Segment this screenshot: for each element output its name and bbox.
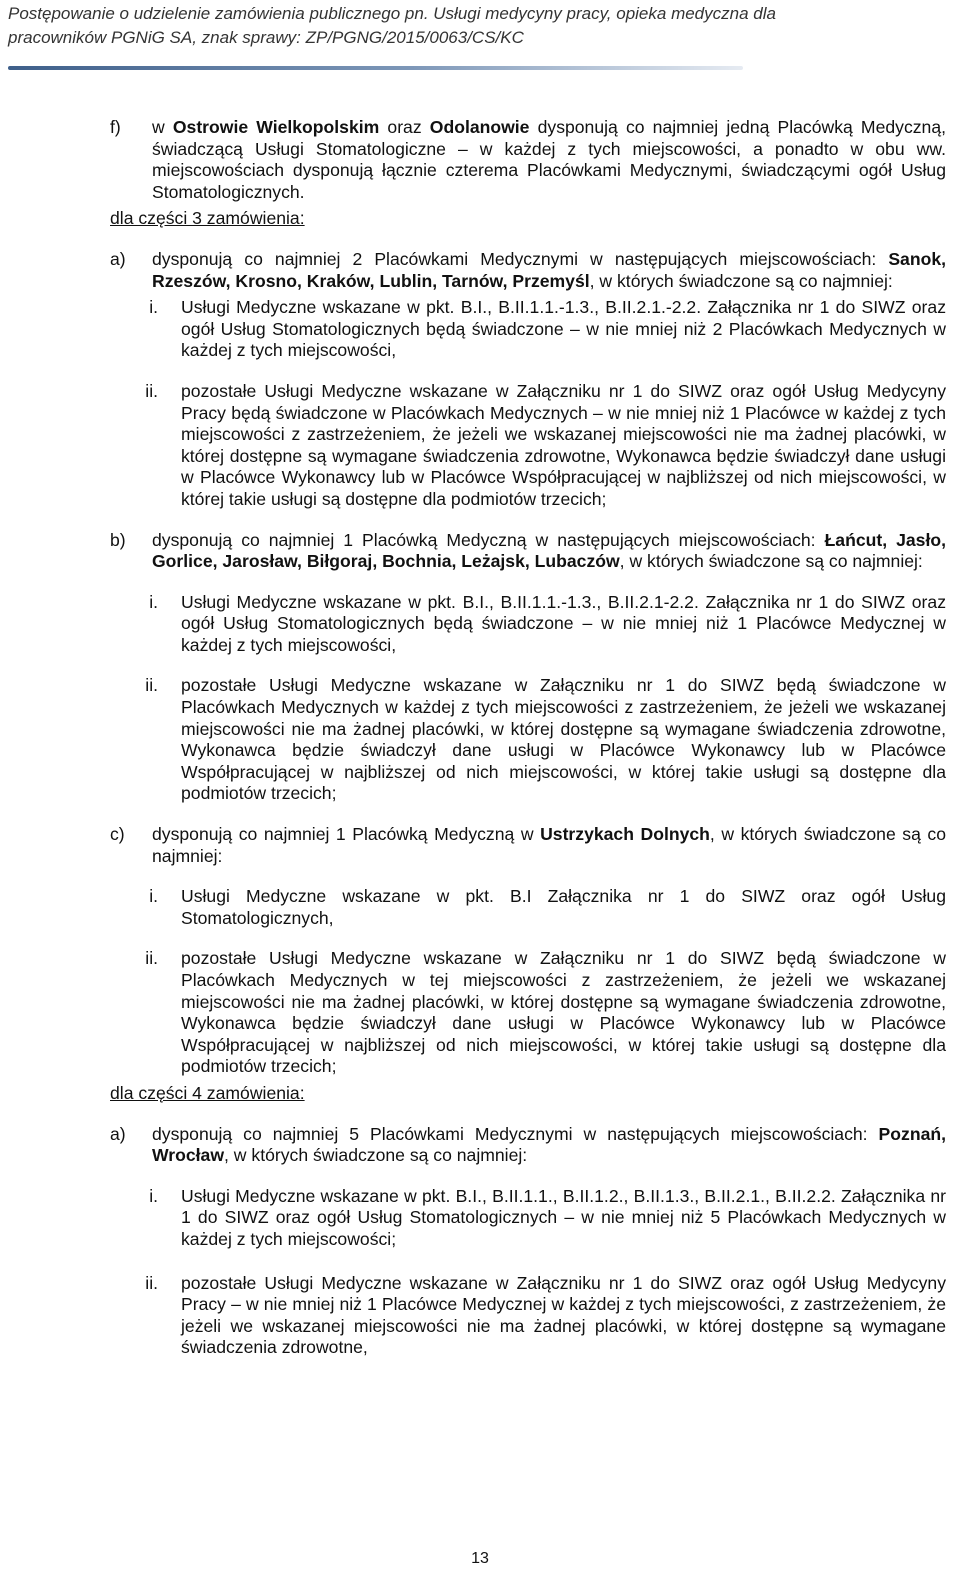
sub-item-label: ii. — [145, 948, 158, 969]
item-label: c) — [110, 824, 125, 845]
sub-item-text: pozostałe Usługi Medyczne wskazane w Załączniku nr 1 do SIWZ oraz ogół Usług Medycyny Pracy – w nie mniej niż 1 Placówce Medycznej w każdej z tych miejscowości, z zastrzeżeniem, że jeżeli we wskazanej miejscowości nie ma żadnej placówki, w której dostępne są wymagane świadczenia zdrowotne, — [181, 1272, 946, 1358]
item-label: f) — [110, 117, 121, 137]
sub-item-ii — [110, 381, 946, 511]
sub-item-i — [110, 592, 946, 657]
list-item-a — [110, 249, 946, 292]
item-text: dysponują co najmniej 1 Placówką Medyczną w następujących miejscowościach: Łańcut, Jasło, Gorlice, Jarosław, Biłgoraj, Bochnia, Leżajsk, Lubaczów, w których świadczone są co najmniej: — [152, 529, 946, 572]
sub-item-ii — [110, 675, 946, 805]
sub-item-text: pozostałe Usługi Medyczne wskazane w Załączniku nr 1 do SIWZ będą świadczone w Placówkach Medycznych w każdej z tych miejscowości z zastrzeżeniem, że jeżeli we wskazanej miejscowości nie ma żadnej placówki, w której dostępne są wymagane świadczenia zdrowotne, Wykonawca będzie świadczył dane usługi w Placówce Wykonawcy lub w Placówce Współpracującej w najbliższej od nich miejscowości, w której takie usługi są dostępne dla podmiotów trzecich; — [181, 675, 946, 804]
item-text: w Ostrowie Wielkopolskim oraz Odolanowie dysponują co najmniej jedną Placówką Medyczną, świadczącą Usługi Stomatologiczne – w każdej z tych miejscowości, a ponadto w obu ww. miejscowościach dysponują łącznie czterema Placówkami Medycznymi, świadczącymi ogół Usług Stomatologicznych. — [152, 117, 946, 202]
sub-item-i — [110, 1186, 946, 1251]
header-line-1: Postępowanie o udzielenie zamówienia publicznego pn. Usługi medycyny pracy, opieka medyczna dla — [8, 4, 776, 23]
sub-item-text: pozostałe Usługi Medyczne wskazane w Załączniku nr 1 do SIWZ oraz ogół Usług Medycyny Pracy będą świadczone w Placówkach Medycznych – w nie mniej niż 1 Placówce w każdej z tych miejscowości z zastrzeżeniem, że jeżeli we wskazanej miejscowości nie ma żadnej placówki, w której dostępne są wymagane świadczenia zdrowotne, Wykonawca będzie świadczył dane usługi w Placówce Wykonawcy lub w Placówce Współpracującej w najbliższej od nich miejscowości, w której takie usługi są dostępne dla podmiotów trzecich; — [181, 380, 946, 509]
sub-item-label: i. — [149, 886, 158, 907]
header-rule — [8, 66, 743, 70]
sub-item-i — [110, 297, 946, 362]
item-label: b) — [110, 529, 126, 550]
item-label: a) — [110, 1123, 126, 1144]
sub-item-ii — [110, 948, 946, 1078]
section-heading-part-3: dla części 3 zamówienia: — [110, 208, 305, 229]
document-body — [110, 117, 946, 1359]
list-item-f — [110, 117, 946, 203]
sub-item-label: i. — [149, 1185, 158, 1206]
section-heading-part-4: dla części 4 zamówienia: — [110, 1082, 305, 1103]
sub-item-text: pozostałe Usługi Medyczne wskazane w Załączniku nr 1 do SIWZ będą świadczone w Placówkach Medycznych w tej miejscowości z zastrzeżeniem, że jeżeli we wskazanej miejscowości nie ma żadnej placówki, w której dostępne są wymagane świadczenia zdrowotne, Wykonawca będzie świadczył dane usługi w Placówce Wykonawcy lub w Placówce Współpracującej w najbliższej od nich miejscowości, w której takie usługi są dostępne dla podmiotów trzecich; — [181, 948, 946, 1077]
place-name: Ostrowie Wielkopolskim — [172, 117, 380, 137]
sub-item-label: ii. — [145, 1272, 158, 1293]
sub-item-text: Usługi Medyczne wskazane w pkt. B.I., B.II.1.1.-1.3., B.II.2.1-2.2. Załącznika nr 1 do SIWZ oraz ogół Usług Stomatologicznych będą świadczone – w nie mniej niż 1 Placówce Medycznej w każdej z tych miejscowości, — [181, 591, 946, 655]
list-item-c — [110, 824, 946, 867]
list-item-b — [110, 530, 946, 573]
sub-item-label: i. — [149, 591, 158, 612]
sub-item-label: i. — [149, 297, 158, 318]
sub-item-label: ii. — [145, 675, 158, 696]
item-text: dysponują co najmniej 2 Placówkami Medycznymi w następujących miejscowościach: Sanok, Rzeszów, Krosno, Kraków, Lublin, Tarnów, Przemyśl, w których świadczone są co najmniej: — [152, 248, 946, 291]
sub-item-label: ii. — [145, 380, 158, 401]
sub-item-i — [110, 886, 946, 929]
sub-item-text: Usługi Medyczne wskazane w pkt. B.I., B.II.1.1.-1.3., B.II.2.1.-2.2. Załącznika nr 1 do SIWZ oraz ogół Usług Stomatologicznych będą świadczone – w nie mniej niż 2 Placówkach Medycznych w każdej z tych miejscowości, — [181, 297, 946, 361]
list-item-a — [110, 1124, 946, 1167]
item-text: dysponują co najmniej 5 Placówkami Medycznymi w następujących miejscowościach: Poznań, Wrocław, w których świadczone są co najmniej: — [152, 1123, 946, 1166]
place-names: Łańcut, Jasło, Gorlice, Jarosław, Biłgoraj, Bochnia, Leżajsk, Lubaczów — [152, 529, 946, 572]
page-header — [8, 2, 908, 49]
place-name: Ustrzykach Dolnych — [540, 824, 710, 845]
item-label: a) — [110, 248, 126, 269]
sub-item-text: Usługi Medyczne wskazane w pkt. B.I., B.II.1.1., B.II.1.2., B.II.1.3., B.II.2.1., B.II.2.2. Załącznika nr 1 do SIWZ oraz ogół Usług Stomatologicznych – w nie mniej niż 5 Placówkach Medycznych w każdej z tych miejscowości; — [181, 1185, 946, 1249]
place-names: Poznań, Wrocław — [152, 1123, 946, 1166]
sub-item-ii — [110, 1273, 946, 1359]
page-number: 13 — [471, 1550, 489, 1567]
place-name: Odolanowie — [429, 117, 530, 137]
sub-item-text: Usługi Medyczne wskazane w pkt. B.I Załącznika nr 1 do SIWZ oraz ogół Usług Stomatologicznych, — [181, 886, 946, 928]
item-text: dysponują co najmniej 1 Placówką Medyczną w Ustrzykach Dolnych, w których świadczone są co najmniej: — [152, 824, 946, 866]
header-line-2: pracowników PGNiG SA, znak sprawy: ZP/PGNG/2015/0063/CS/KC — [8, 27, 524, 47]
place-names: Sanok, Rzeszów, Krosno, Kraków, Lublin, Tarnów, Przemyśl — [152, 248, 946, 291]
